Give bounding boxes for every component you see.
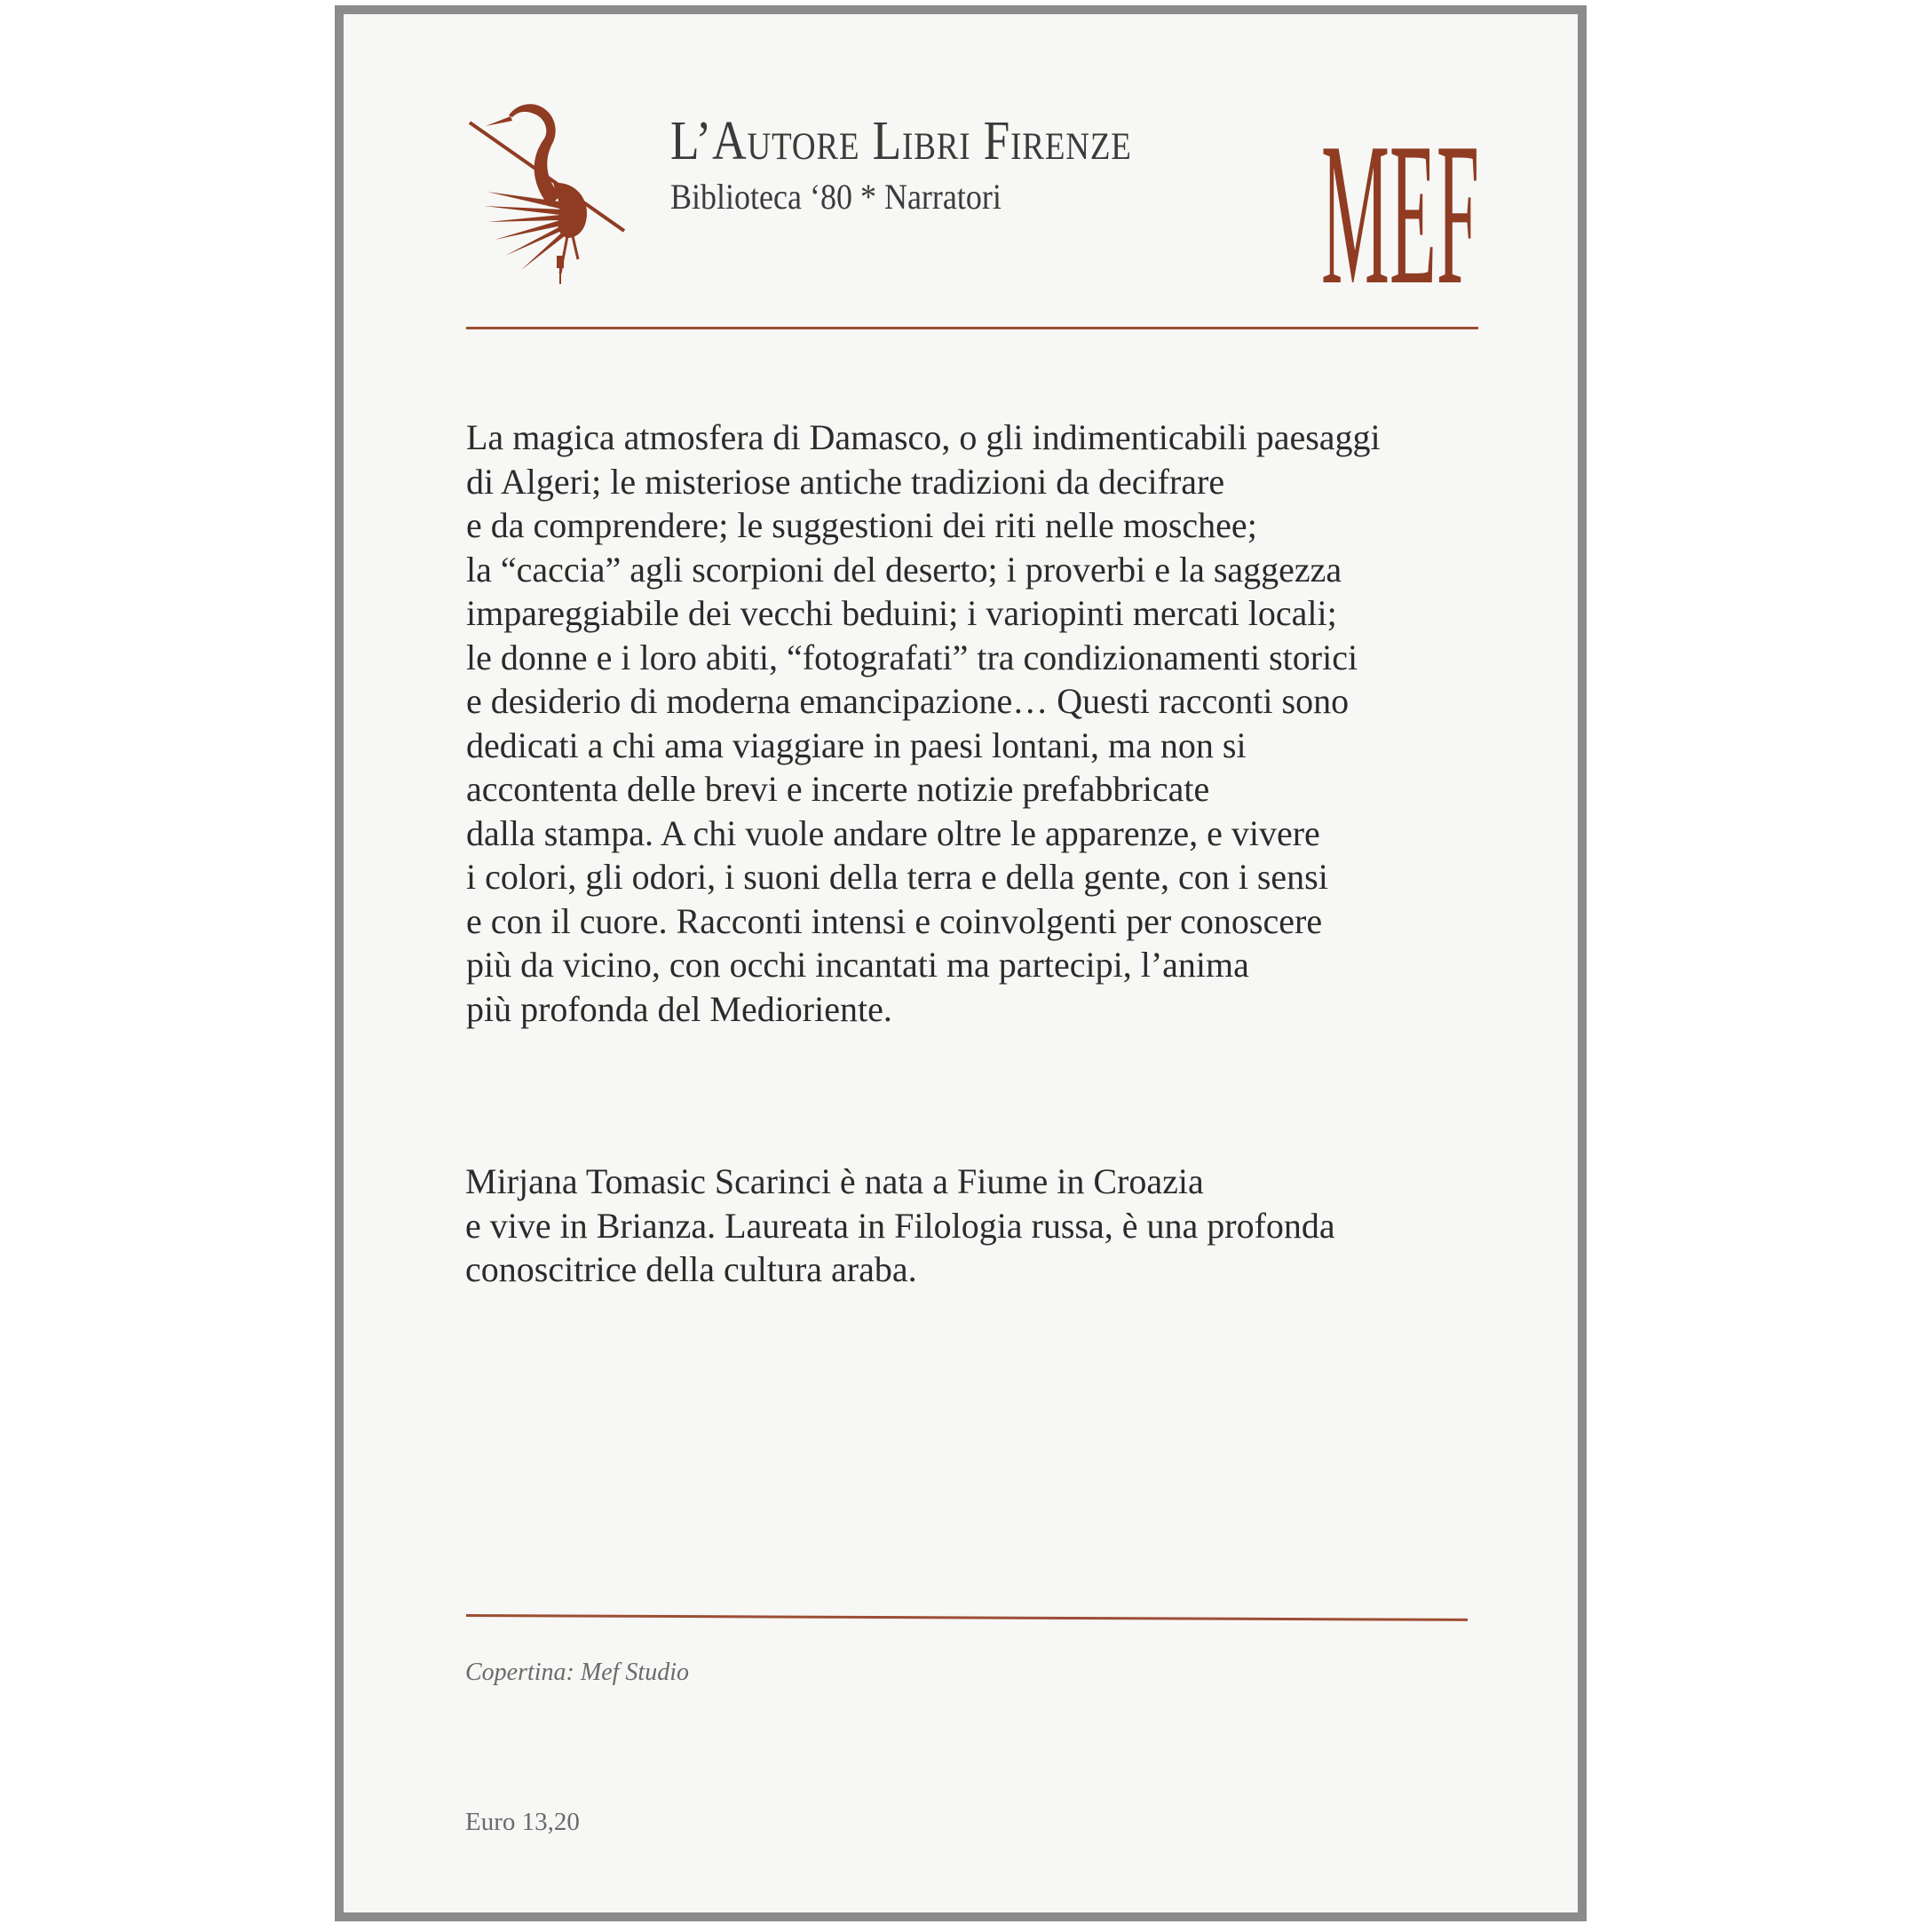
mef-logo [1321, 87, 1481, 327]
cover-credit: Copertina: Mef Studio [465, 1659, 689, 1686]
author-bio-line: Mirjana Tomasic Scarinci è nata a Fiume in Croazia [465, 1161, 1204, 1201]
blurb-line: dedicati a chi ama viaggiare in paesi lontani, ma non si [466, 724, 1247, 765]
series-name: Biblioteca ‘80 * Narratori [670, 177, 1002, 217]
blurb-line: la “caccia” agli scorpioni del deserto; i proverbi e la saggezza [466, 549, 1342, 590]
blurb-line: e con il cuore. Racconti intensi e coinvolgenti per conoscere [466, 900, 1323, 941]
blurb-line: i colori, gli odori, i suoni della terra e della gente, con i sensi [466, 857, 1328, 897]
blurb-line: di Algeri; le misteriose antiche tradizioni da decifrare [466, 461, 1225, 502]
blurb-line: accontenta delle brevi e incerte notizie prefabbricate [466, 769, 1210, 809]
author-bio-line: conoscitrice della cultura araba. [465, 1249, 917, 1289]
blurb-line: impareggiabile dei vecchi beduini; i variopinti mercati locali; [466, 593, 1337, 633]
mef-logo-text: MEF [1321, 100, 1479, 327]
blurb-line: e da comprendere; le suggestioni dei riti nelle moschee; [466, 505, 1257, 545]
publisher-name: L’Autore Libri Firenze [670, 111, 1132, 171]
price-label: Euro 13,20 [465, 1808, 580, 1836]
blurb-line: La magica atmosfera di Damasco, o gli indimenticabili paesaggi [466, 417, 1381, 457]
blurb-line: più profonda del Medioriente. [466, 988, 892, 1029]
blurb-line: e desiderio di moderna emancipazione… Questi racconti sono [466, 681, 1350, 721]
heron-logo-icon [468, 96, 628, 287]
blurb-line: dalla stampa. A chi vuole andare oltre le apparenze, e vivere [466, 812, 1320, 853]
author-bio [465, 1160, 1495, 1292]
blurb-line: più da vicino, con occhi incantati ma partecipi, l’anima [466, 945, 1249, 985]
blurb-line: le donne e i loro abiti, “fotografati” tra condizionamenti storici [466, 637, 1358, 677]
top-divider [466, 327, 1478, 329]
author-bio-line: e vive in Brianza. Laureata in Filologia russa, è una profonda [465, 1205, 1335, 1246]
blurb-text [466, 416, 1496, 1031]
